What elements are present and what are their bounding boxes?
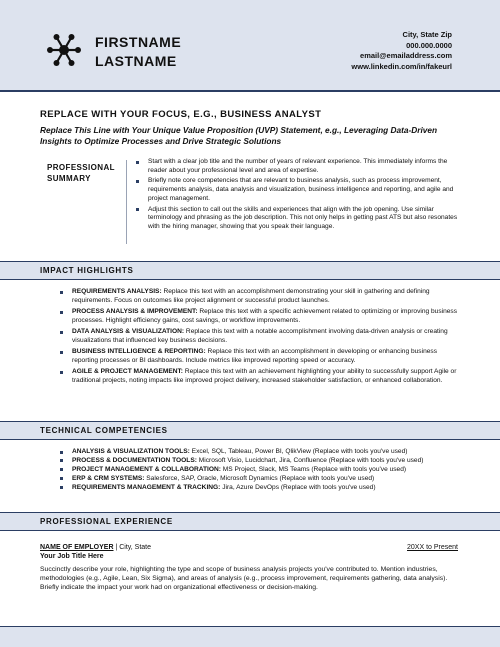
technical-item-text: Excel, SQL, Tableau, Power BI, QlikView (Replace with tools you've used) xyxy=(189,448,408,455)
resume-header xyxy=(0,0,500,90)
contact-phone: 000.000.0000 xyxy=(406,40,452,50)
impact-item-label: PROCESS ANALYSIS & IMPROVEMENT: xyxy=(72,308,198,315)
summary-list xyxy=(136,158,466,234)
impact-item-label: DATA ANALYSIS & VISUALIZATION: xyxy=(72,328,185,335)
technical-item-label: PROCESS & DOCUMENTATION TOOLS: xyxy=(72,456,197,464)
impact-item-text: Replace this text with a specific achievement related to optimizing or improving business processes. Highlight efficiency gains, cost savings, or workflow improvements. xyxy=(72,308,458,324)
impact-item xyxy=(60,308,460,326)
impact-item xyxy=(60,348,460,366)
experience-section-header xyxy=(0,512,500,531)
technical-item xyxy=(60,475,460,484)
impact-item-label: AGILE & PROJECT MANAGEMENT: xyxy=(72,368,183,375)
employer-line xyxy=(40,543,151,552)
job-description: Succinctly describe your role, highlighting the type and scope of business analysis projects you've contributed to. Mention industries, methodologies (e.g., Agile, Lean, Six Sigma), and areas of analysis (e.g., process improvement, requirements gathering, data analysis). Briefly indicate the impact your work had on organizational effectiveness or decision-making. xyxy=(40,566,448,592)
technical-item-text: Microsoft Visio, Lucidchart, Jira, Confluence (Replace with tools you've used) xyxy=(196,456,424,464)
network-logo-icon xyxy=(46,32,82,68)
contact-linkedin[interactable]: www.linkedin.com/in/fakeurl xyxy=(351,61,452,71)
impact-section-header xyxy=(0,261,500,280)
technical-item xyxy=(60,448,460,457)
summary-label xyxy=(47,162,115,184)
experience-section-title: PROFESSIONAL EXPERIENCE xyxy=(40,516,173,526)
employer-location: | City, State xyxy=(113,544,151,551)
impact-item xyxy=(60,328,460,346)
impact-item xyxy=(60,368,460,386)
summary-label-line1: PROFESSIONAL xyxy=(47,163,115,172)
technical-item-label: ERP & CRM SYSTEMS: xyxy=(72,474,145,482)
impact-item-text: Replace this text with an accomplishment demonstrating your skill in gathering and defining requirements. Focus on outcomes like project alignment or successful product launches. xyxy=(72,288,430,304)
impact-item-label: REQUIREMENTS ANALYSIS: xyxy=(72,288,162,295)
technical-item-text: Salesforce, SAP, Oracle, Microsoft Dynamics (Replace with tools you've used) xyxy=(144,474,375,482)
technical-section-header xyxy=(0,421,500,440)
first-name: FIRSTNAME xyxy=(95,34,182,50)
contact-location: City, State Zip xyxy=(402,30,452,39)
impact-item-label: BUSINESS INTELLIGENCE & REPORTING: xyxy=(72,348,206,355)
summary-item: Adjust this section to call out the skills and experiences that align with the job opening. Use similar terminology and phrasing as the job description. This not only helps in getting past ATS but also resonates with the hiring manager, showing that you speak their language. xyxy=(136,206,466,233)
header-divider xyxy=(0,90,500,92)
job-title: Your Job Title Here xyxy=(40,553,104,560)
resume-headline: REPLACE WITH YOUR FOCUS, E.G., BUSINESS ANALYST xyxy=(40,109,322,120)
technical-item-label: ANALYSIS & VISUALIZATION TOOLS: xyxy=(72,448,190,455)
summary-divider xyxy=(126,160,127,244)
technical-list xyxy=(60,448,460,493)
technical-section-title: TECHNICAL COMPETENCIES xyxy=(40,425,168,435)
impact-section-title: IMPACT HIGHLIGHTS xyxy=(40,265,134,275)
technical-item xyxy=(60,457,460,466)
impact-item-text: Replace this text with a notable accomplishment involving data-driven analysis or creating visualizations that influenced key business decisions. xyxy=(72,328,448,344)
technical-item xyxy=(60,484,460,493)
summary-item: Briefly note core competencies that are relevant to business analysis, such as process improvement, requirements analysis, data analysis and visualization, business intelligence and reporting, and agile and project management. xyxy=(136,177,466,204)
technical-item-text: MS Project, Slack, MS Teams (Replace with tools you've used) xyxy=(220,465,407,473)
employer-name: NAME OF EMPLOYER xyxy=(40,544,114,551)
contact-email[interactable]: email@emailaddress.com xyxy=(360,51,452,60)
value-proposition: Replace This Line with Your Unique Value Proposition (UVP) Statement, e.g., Leveraging Data-Driven Insights to Optimize Processes and Drive Strategic Solutions xyxy=(40,125,438,146)
technical-item-label: REQUIREMENTS MANAGEMENT & TRACKING: xyxy=(72,483,221,491)
impact-item xyxy=(60,288,460,306)
employment-dates: 20XX to Present xyxy=(407,544,458,551)
candidate-name xyxy=(95,33,181,71)
last-name: LASTNAME xyxy=(95,53,177,69)
technical-item-text: Jira, Azure DevOps (Replace with tools you've used) xyxy=(220,483,376,491)
summary-item: Start with a clear job title and the number of years of relevant experience. This immediately informs the reader about your professional level and area of expertise. xyxy=(136,158,466,176)
technical-item-label: PROJECT MANAGEMENT & COLLABORATION: xyxy=(72,465,221,473)
footer-band xyxy=(0,626,500,647)
contact-block xyxy=(351,30,452,72)
summary-label-line2: SUMMARY xyxy=(47,174,91,183)
impact-item-text: Replace this text with an achievement highlighting your ability to successfully support Agile or traditional projects, noting impacts like improved project delivery, increased stakeholder satisfaction, or enhanced collaboration. xyxy=(72,368,457,384)
impact-list xyxy=(60,288,460,388)
technical-item xyxy=(60,466,460,475)
impact-item-text: Replace this text with an accomplishment in developing or enhancing business reporting processes or BI dashboards. Include metrics like improved reporting speed or accuracy. xyxy=(72,348,437,364)
